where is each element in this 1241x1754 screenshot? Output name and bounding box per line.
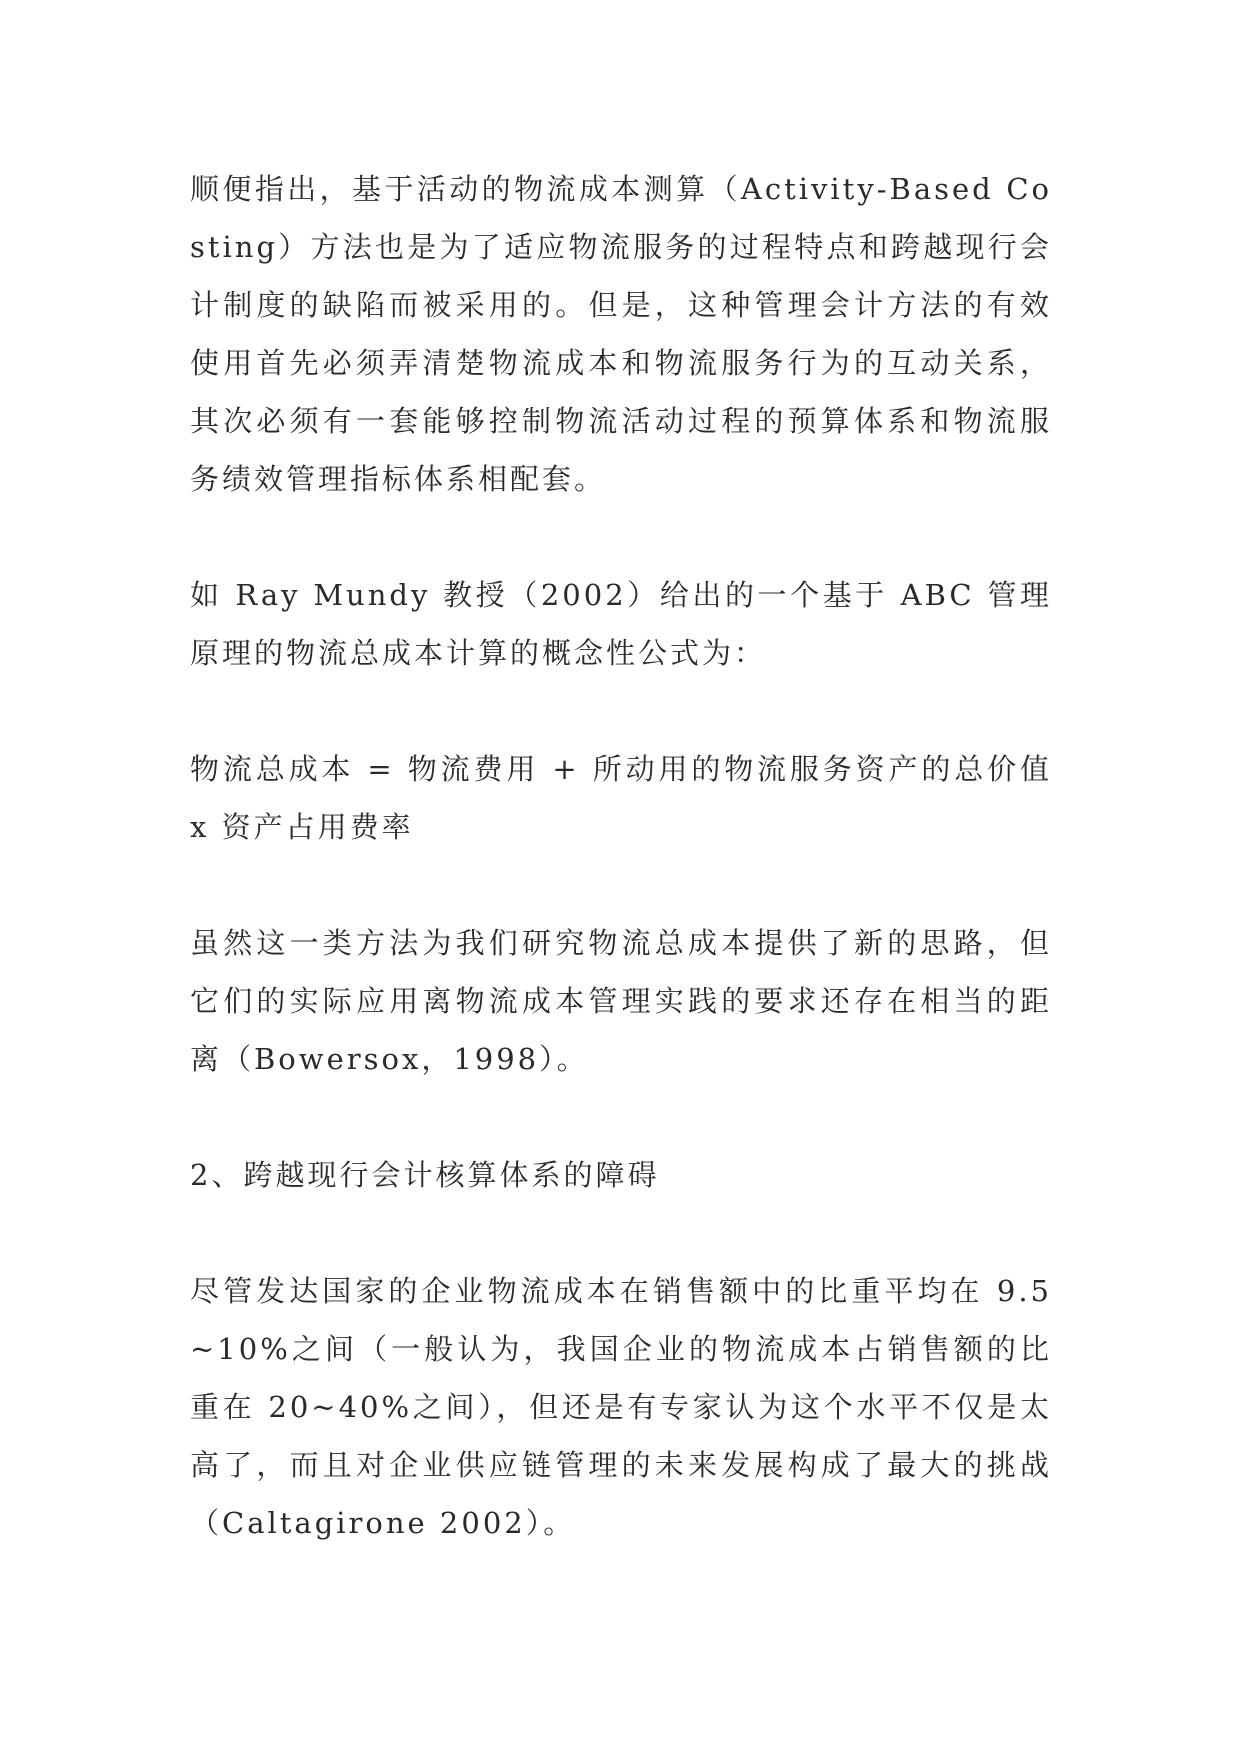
paragraph-caltagirone: 尽管发达国家的企业物流成本在销售额中的比重平均在 9.5~10%之间（一般认为，我国企业的物流成本占销售额的比重在 20~40%之间），但还是有专家认为这个水平不仅是太高了，而且对企业供应链管理的未来发展构成了最大的挑战（Caltagirone 2002）。: [190, 1274, 1052, 1540]
document-body: [190, 160, 1052, 1610]
paragraph-ray-mundy-formula-intro: 如 Ray Mundy 教授（2002）给出的一个基于 ABC 管理原理的物流总成本计算的概念性公式为：: [190, 578, 1052, 670]
paragraph-abc-costing: 顺便指出，基于活动的物流成本测算（Activity-Based Costing）方法也是为了适应物流服务的过程特点和跨越现行会计制度的缺陷而被采用的。但是，这种管理会计方法的有效使用首先必须弄清楚物流成本和物流服务行为的互动关系，其次必须有一套能够控制物流活动过程的预算体系和物流服务绩效管理指标体系相配套。: [190, 172, 1052, 496]
paragraph-formula: 物流总成本 = 物流费用 + 所动用的物流服务资产的总价值 x 资产占用费率: [190, 752, 1052, 844]
paragraph-bowersox: 虽然这一类方法为我们研究物流总成本提供了新的思路，但它们的实际应用离物流成本管理实践的要求还存在相当的距离（Bowersox，1998）。: [190, 926, 1052, 1076]
section-heading: 2、跨越现行会计核算体系的障碍: [190, 1158, 660, 1192]
